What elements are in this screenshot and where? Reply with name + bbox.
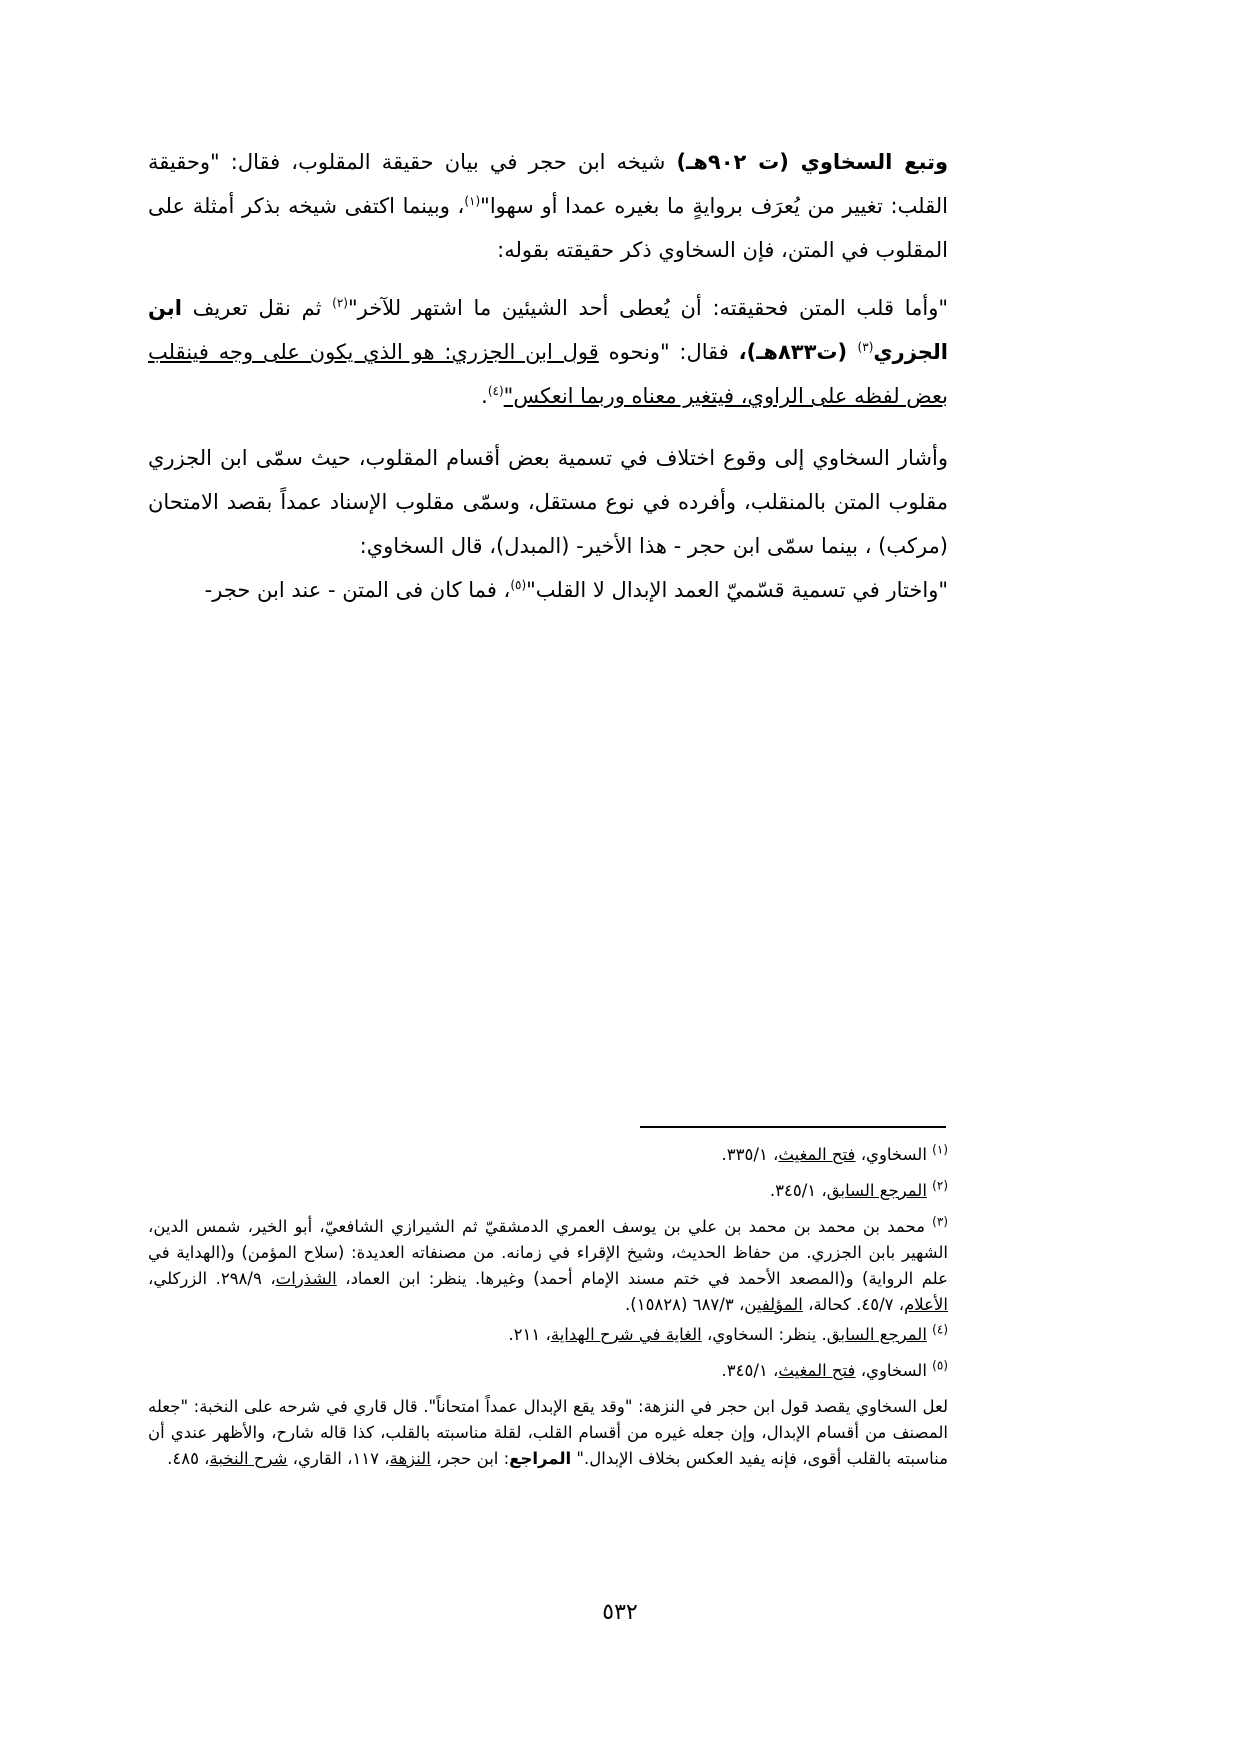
text-run: السخاوي، [855, 1361, 933, 1380]
text-run: ، ١١٧، القاري، [287, 1449, 390, 1468]
underlined-quote: قول ابن الجزري: هو الذي يكون على وجه فينقلب بعض لفظه على الراوي، فيتغير معناه وربما انعكس" [148, 340, 948, 408]
text-run: ثم نقل تعريف [181, 296, 333, 320]
text-run: ، ٣٤٥/١. [721, 1361, 779, 1380]
text-run: شيخه ابن حجر في بيان حقيقة المقلوب، فقال: "وحقيقة القلب: تغيير من يُعرَف بروايةٍ ما بغيره عمدا أو سهوا" [148, 150, 948, 218]
bold-phrase: وتبع السخاوي (ت ٩٠٢هـ) [676, 150, 949, 174]
paragraph-1 [148, 140, 948, 272]
text-run: ، ٤٨٥. [167, 1449, 210, 1468]
text-run: . [481, 384, 488, 408]
text-run: ، ٣٤٥/١. [769, 1181, 827, 1200]
text-run: ، ٢٩٨/٩. الزركلي، [148, 1269, 276, 1288]
text-run: محمد بن محمد بن محمد بن علي بن يوسف العمري الدمشقيّ ثم الشيرازي الشافعيّ، أبو الخير، شمس الدين، الشهير بابن الجزري. من حفاظ الحديث، وشيخ الإقراء في زمانه. من مصنفاته العديدة: (سلاح المؤمن) و(الهداية في علم الرواية) و(المصعد الأحمد في ختم مسند الإمام أحمد) وغيرها. ينظر: ابن العماد، [148, 1217, 948, 1288]
text-run: ، فما كان فى المتن - عند ابن حجر- [204, 578, 511, 602]
text-run: "واختار في تسمية قسّميّ العمد الإبدال لا القلب" [526, 578, 948, 602]
source-title: المرجع السابق [826, 1325, 927, 1344]
source-title: فتح المغيث [778, 1361, 856, 1380]
footnote-3 [148, 1214, 948, 1318]
footnote-ref-4: (٤) [487, 384, 504, 398]
page-number: ٥٣٢ [602, 1600, 638, 1625]
source-title: الأعلام [904, 1295, 948, 1314]
footnote-number: (٥) [932, 1358, 948, 1373]
footnote-number: (١) [932, 1142, 948, 1157]
source-title: الغاية في شرح الهداية [550, 1325, 702, 1344]
bold-phrase: ابن الجزري [148, 296, 948, 364]
bold-phrase: المراجع [509, 1449, 572, 1468]
bold-phrase: (ت٨٣٣هـ)، [738, 340, 858, 364]
footnote-4 [148, 1322, 948, 1348]
text-run: "وأما قلب المتن فحقيقته: أن يُعطى أحد الشيئين ما اشتهر للآخر" [347, 296, 948, 320]
text-run: لعل السخاوي يقصد قول ابن حجر في النزهة: "وقد يقع الإبدال عمداً امتحاناً". قال قاري في شرحه على النخبة: "جعله المصنف من أقسام الإبدال، وإن جعله غيره من أقسام القلب، لقلة مناسبته بالقلب، كذا قاله شارح، والأظهر عندي أن مناسبته بالقلب أقوى، فإنه يفيد العكس بخلاف الإبدال." [148, 1397, 948, 1468]
source-title: المرجع السابق [826, 1181, 927, 1200]
footnote-ref-2: (٢) [332, 296, 348, 310]
main-text [148, 140, 948, 612]
footnote-number: (٢) [932, 1178, 948, 1193]
text-run: وأشار السخاوي إلى وقوع اختلاف في تسمية بعض أقسام المقلوب، حيث سمّى ابن الجزري مقلوب المتن بالمنقلب، وأفرده في نوع مستقل، وسمّى مقلوب الإسناد عمداً بقصد الامتحان (مركب) ، بينما سمّى ابن حجر - هذا الأخير- (المبدل)، قال السخاوي: [148, 446, 948, 558]
source-title: شرح النخبة [209, 1449, 288, 1468]
paragraph-4 [148, 568, 948, 612]
footnote-ref-1: (١) [464, 194, 481, 208]
text-run: ، ٤٥/٧. كحالة، [802, 1295, 905, 1314]
text-run: ، ٢١١. [508, 1325, 551, 1344]
text-run: ، وبينما اكتفى شيخه بذكر أمثلة على المقلوب في المتن، فإن السخاوي ذكر حقيقته بقوله: [148, 194, 948, 262]
text-run: ، ٦٨٧/٣ (١٥٨٢٨). [625, 1295, 745, 1314]
text-run: . ينظر: السخاوي، [701, 1325, 827, 1344]
footnote-5-continuation [148, 1394, 948, 1472]
source-title: فتح المغيث [778, 1145, 856, 1164]
text-run: السخاوي، [855, 1145, 933, 1164]
source-title: المؤلفين [744, 1295, 803, 1314]
footnote-ref-3: (٣) [857, 340, 874, 354]
footnote-number: (٣) [932, 1214, 948, 1229]
footnote-separator [640, 1126, 946, 1128]
source-title: الشذرات [275, 1269, 337, 1288]
footnotes [148, 1142, 948, 1482]
text-run: : ابن حجر، [430, 1449, 510, 1468]
footnote-5 [148, 1358, 948, 1384]
source-title: النزهة [389, 1449, 431, 1468]
footnote-ref-5: (٥) [510, 578, 527, 592]
footnote-2 [148, 1178, 948, 1204]
paragraph-2 [148, 286, 948, 418]
text-run: فقال: "ونحوه [598, 340, 739, 364]
footnote-number: (٤) [932, 1322, 948, 1337]
footnote-1 [148, 1142, 948, 1168]
paragraph-3 [148, 436, 948, 568]
text-run: ، ٣٣٥/١. [721, 1145, 779, 1164]
